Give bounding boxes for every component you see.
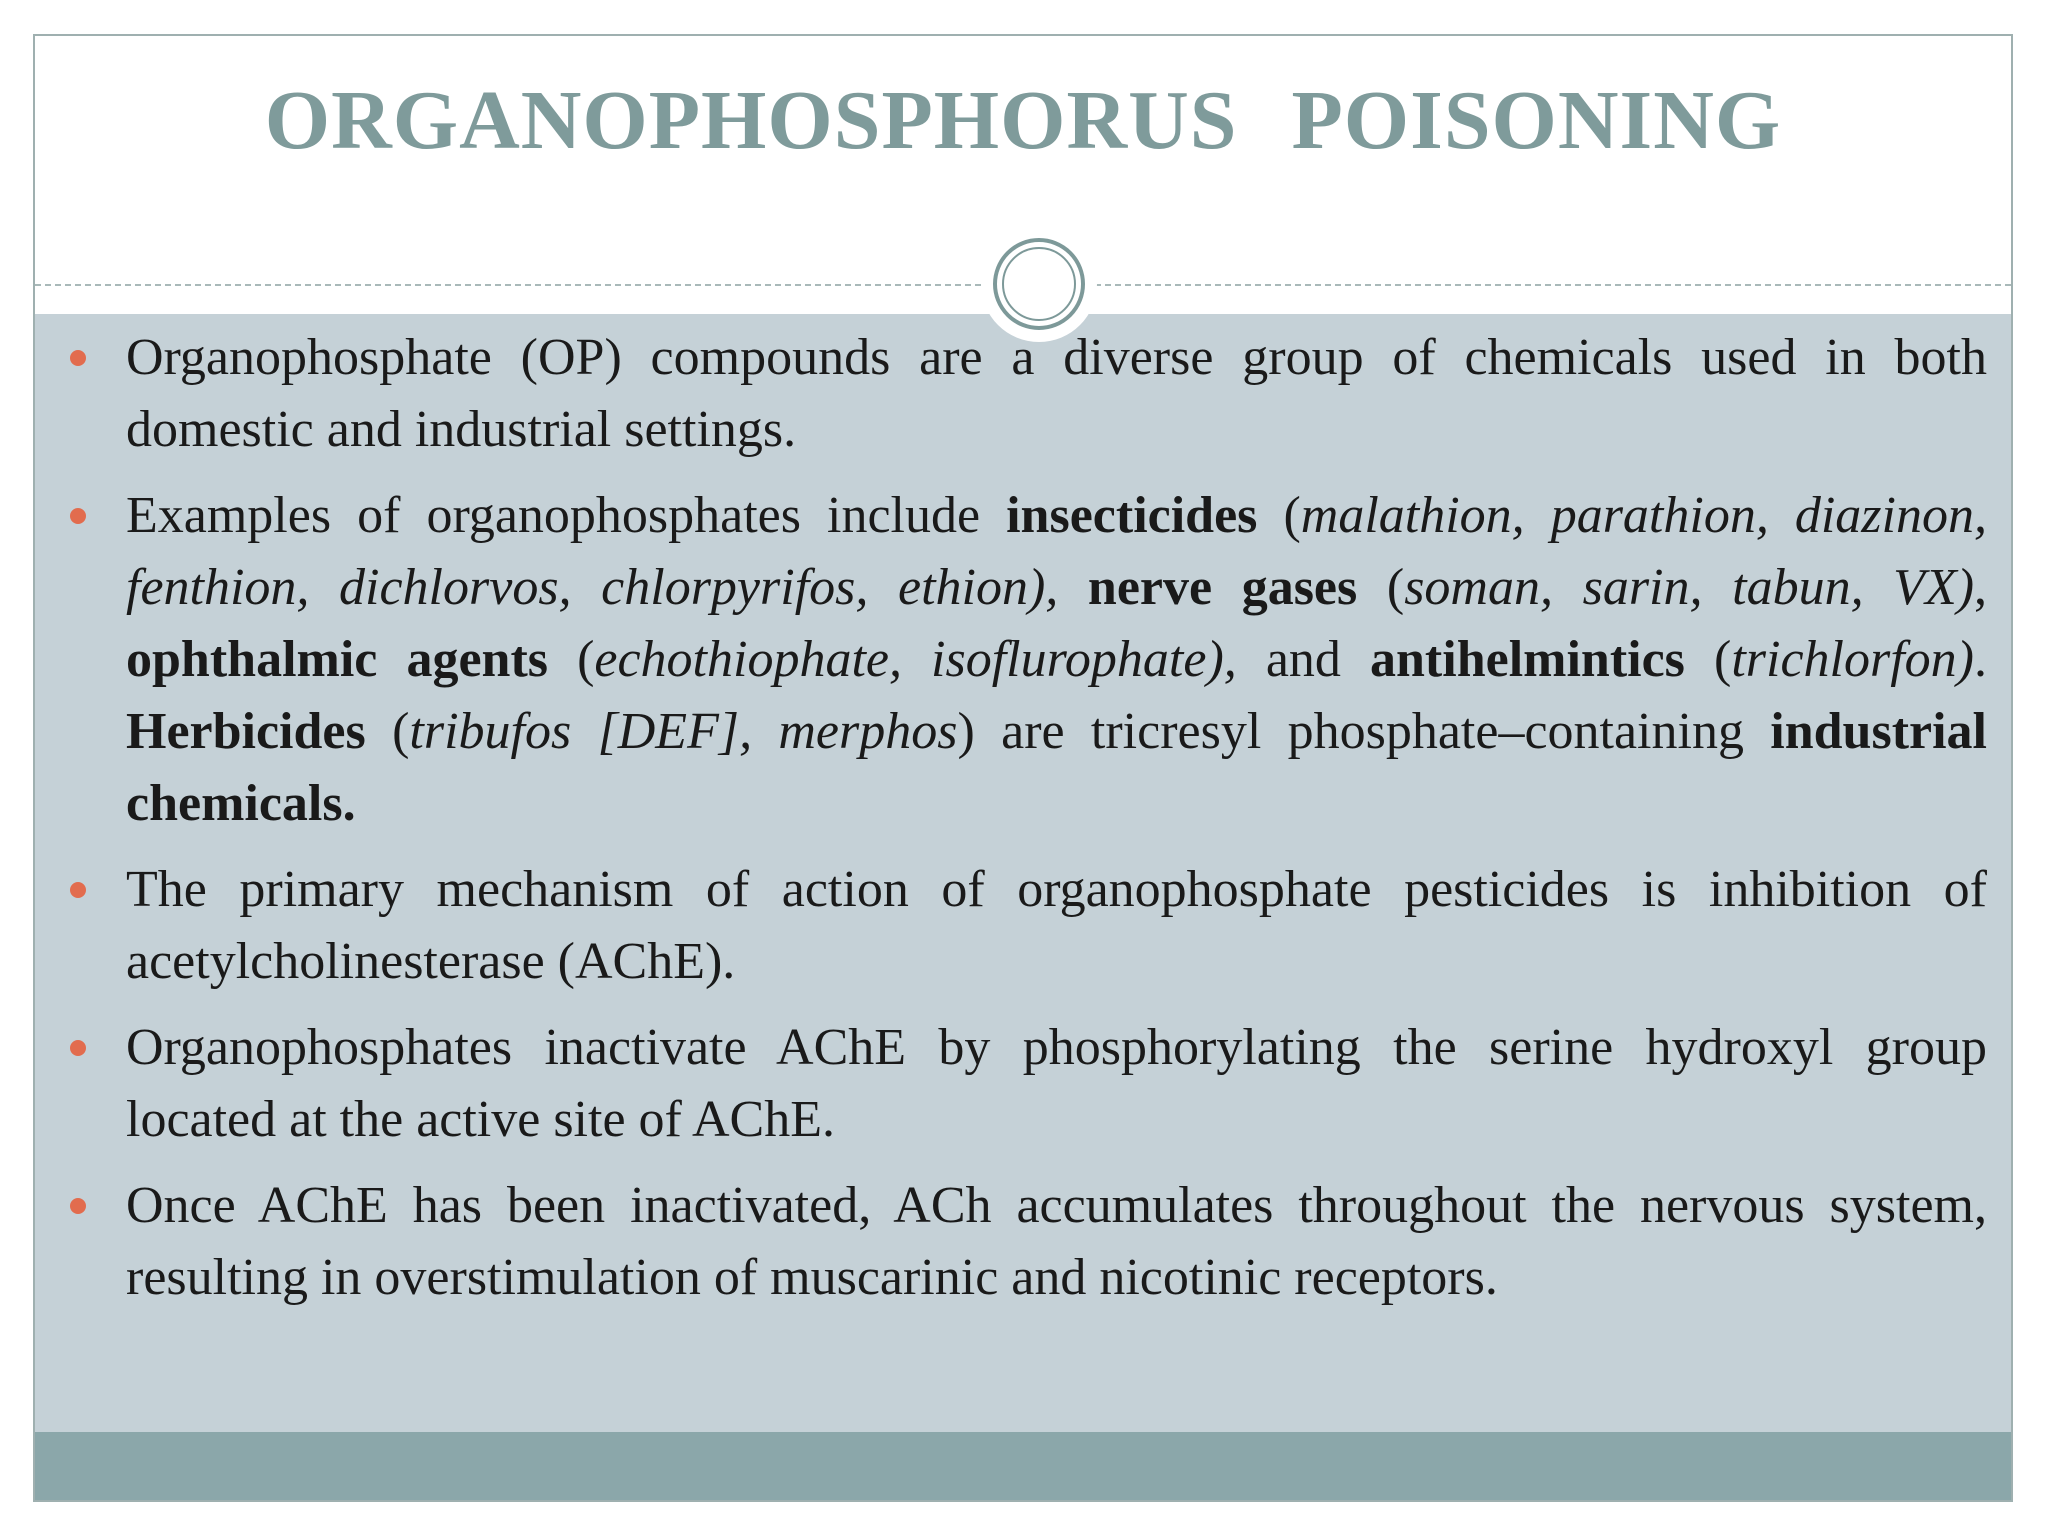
examples-antihelmintics: trichlorfon) (1731, 631, 1974, 688)
examples-ophthalmic: echothiophate, isoflurophate), (594, 631, 1237, 688)
bullet-text: Organophosphates inactivate AChE by phosphorylating the serine hydroxyl group located at the active site of AChE. (126, 1019, 1987, 1148)
text-segment: ( (1257, 487, 1301, 544)
bullet-dot-icon (70, 508, 86, 524)
examples-nerve-gases: soman, sarin, tabun, VX) (1404, 559, 1975, 616)
text-segment: ( (1684, 631, 1732, 688)
text-segment: ( (365, 703, 410, 760)
term-industrial-chemicals: industrial chemicals. (126, 703, 1987, 832)
list-item (126, 1012, 1987, 1156)
examples-herbicides: tribufos [DEF], merphos (409, 703, 958, 760)
text-segment: . (1973, 631, 1987, 688)
text-segment: , (1974, 559, 1988, 616)
bullet-dot-icon (70, 350, 86, 366)
text-segment: and (1236, 631, 1371, 688)
text-segment: ( (548, 631, 595, 688)
list-item (126, 854, 1987, 998)
bullet-dot-icon (70, 1040, 86, 1056)
ring-icon (993, 238, 1085, 330)
bullet-text: Organophosphate (OP) compounds are a diverse group of chemicals used in both domestic and industrial settings. (126, 329, 1987, 458)
text-segment: ) are tricresyl phosphate–containing (957, 703, 1771, 760)
examples-insecticides: malathion, parathion, diazinon, fenthion, dichlorvos, chlorpyrifos, ethion), (126, 487, 1987, 616)
text-segment (1058, 559, 1088, 616)
text-segment: Examples of organophosphates include (126, 487, 1007, 544)
text-segment: ( (1357, 559, 1405, 616)
list-item (126, 322, 1987, 466)
list-item (126, 1170, 1987, 1314)
term-herbicides: Herbicides (126, 703, 366, 760)
list-item (126, 480, 1987, 840)
slide-frame (33, 34, 2013, 1502)
term-nerve-gases: nerve gases (1087, 559, 1358, 616)
bullet-text: Once AChE has been inactivated, ACh accumulates throughout the nervous system, resulting in overstimulation of muscarinic and nicotinic receptors. (126, 1177, 1987, 1306)
term-ophthalmic-agents: ophthalmic agents (126, 631, 548, 688)
bullet-dot-icon (70, 882, 86, 898)
term-antihelmintics: antihelmintics (1370, 631, 1685, 688)
bullet-dot-icon (70, 1198, 86, 1214)
term-insecticides: insecticides (1006, 487, 1258, 544)
slide-title: ORGANOPHOSPHORUS POISONING (264, 74, 1782, 167)
bullet-list (35, 322, 2011, 1328)
footer-band (35, 1432, 2011, 1502)
bullet-text: The primary mechanism of action of organophosphate pesticides is inhibition of acetylcholinesterase (AChE). (126, 861, 1987, 990)
